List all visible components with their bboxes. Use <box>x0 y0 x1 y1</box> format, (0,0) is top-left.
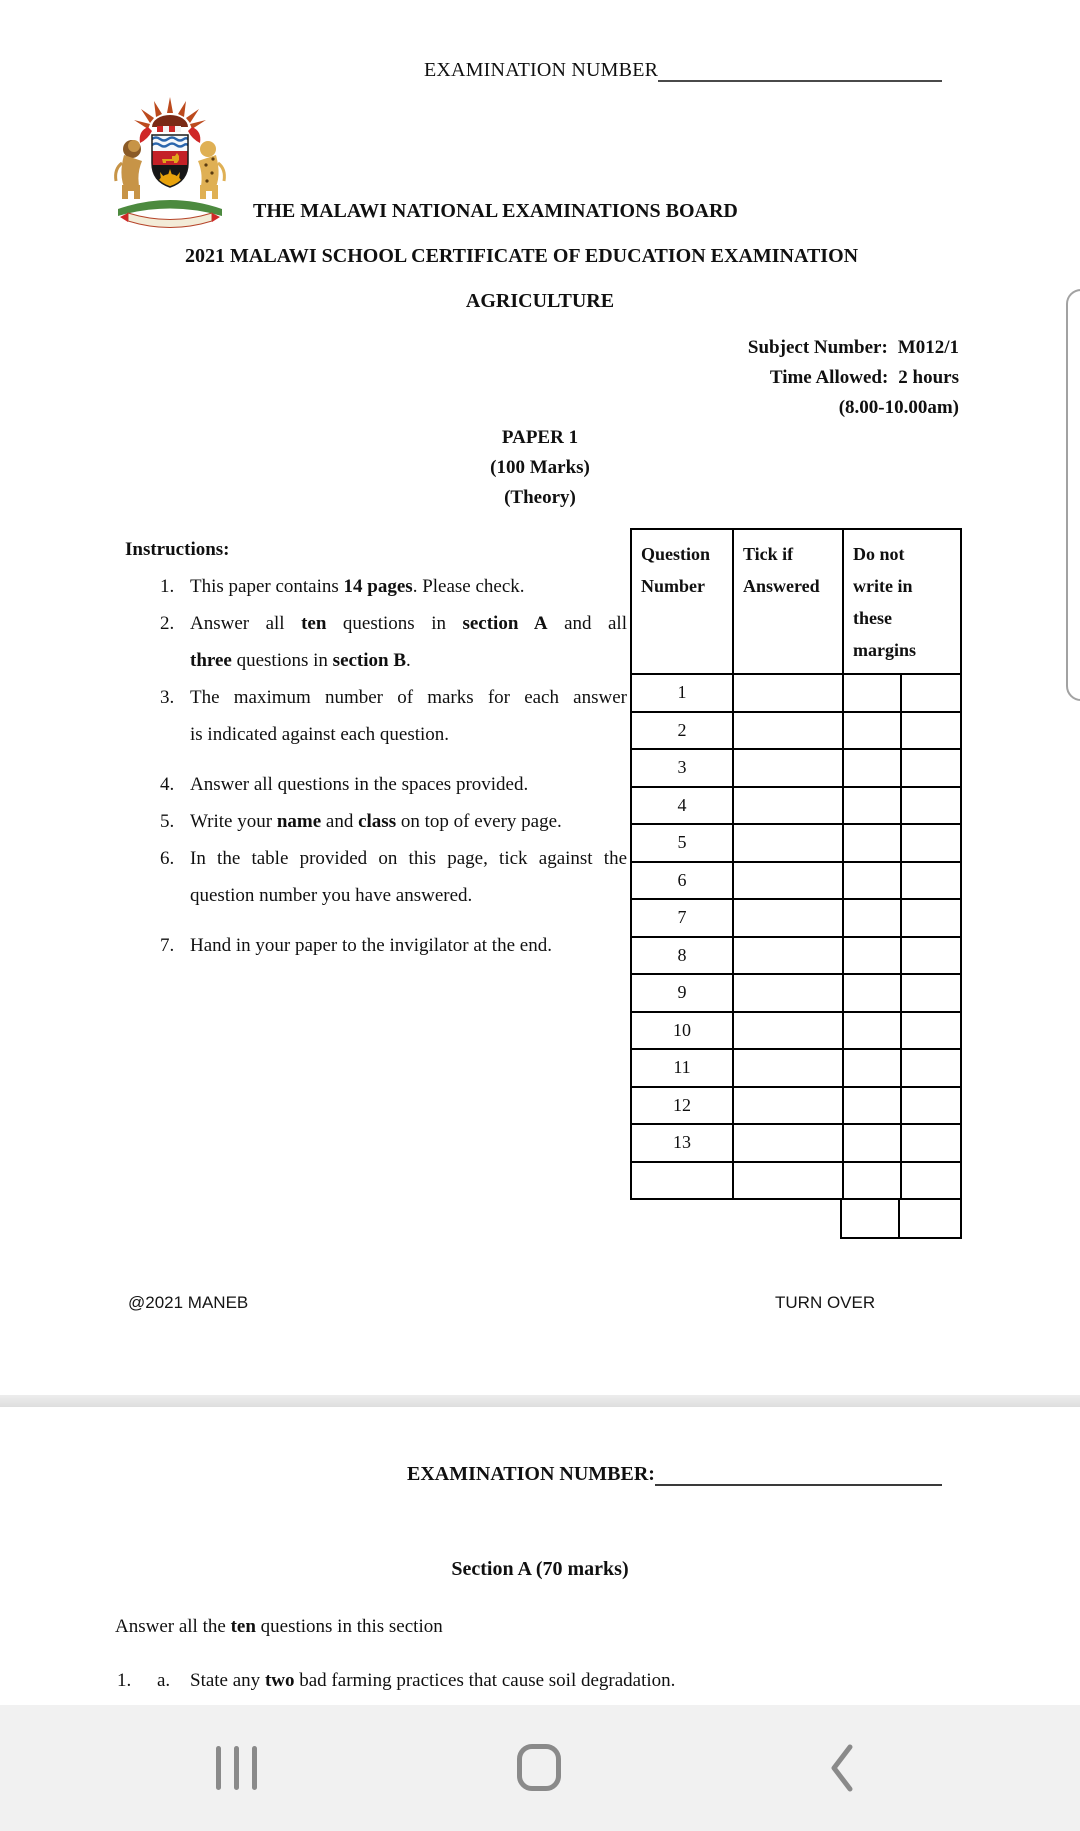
question-text: State any two bad farming practices that cause soil degradation. <box>190 1670 676 1691</box>
tick-cell <box>734 938 844 976</box>
question-number-cell <box>632 1163 734 1201</box>
turn-over-text: TURN OVER <box>775 1293 876 1312</box>
question-number-cell: 13 <box>632 1125 734 1163</box>
margin-cell <box>844 713 902 751</box>
margin-cell <box>844 863 902 901</box>
time-range-line: (8.00-10.00am) <box>838 397 959 418</box>
paper-type: (Theory) <box>504 487 576 508</box>
question-number-cell: 4 <box>632 788 734 826</box>
question-number: 1. <box>117 1670 132 1691</box>
margin-cell <box>844 900 902 938</box>
margin-cell <box>902 975 960 1013</box>
tick-cell <box>734 1125 844 1163</box>
exam-number-line <box>424 56 942 82</box>
tick-cell <box>734 713 844 751</box>
question-number-cell: 12 <box>632 1088 734 1126</box>
subject-title: AGRICULTURE <box>465 290 615 312</box>
margin-cell <box>902 863 960 901</box>
instructions-section <box>125 531 645 964</box>
margin-cell <box>844 1125 902 1163</box>
question-number-cell: 8 <box>632 938 734 976</box>
exam-number-label-page2: EXAMINATION NUMBER: <box>407 1463 655 1485</box>
malawi-coat-of-arms <box>110 93 230 228</box>
coat-of-arms-graphic <box>110 93 230 228</box>
paper-marks: (100 Marks) <box>490 457 590 478</box>
back-button[interactable] <box>826 1742 860 1794</box>
instruction-item <box>160 927 645 964</box>
exam-number-line-page2 <box>407 1460 942 1486</box>
board-title: THE MALAWI NATIONAL EXAMINATIONS BOARD <box>253 200 738 222</box>
question-number-cell: 3 <box>632 750 734 788</box>
tick-cell <box>734 1163 844 1201</box>
section-a-heading: Section A (70 marks) <box>451 1558 629 1580</box>
instruction-text: The maximum number of marks for each answer is indicated against each question. <box>190 687 627 745</box>
margin-cell <box>844 1088 902 1126</box>
header-question-number: Question Number <box>632 530 734 673</box>
lion-supporter <box>116 140 142 199</box>
margin-cell <box>902 1125 960 1163</box>
tick-cell <box>734 750 844 788</box>
instruction-number: 3. <box>160 687 175 708</box>
margin-cell <box>902 1013 960 1051</box>
instruction-number: 4. <box>160 774 175 795</box>
instruction-number: 1. <box>160 576 175 597</box>
margin-cell <box>844 938 902 976</box>
paper-number: PAPER 1 <box>501 427 579 448</box>
margin-cell <box>844 675 902 713</box>
question-number-cell: 5 <box>632 825 734 863</box>
tick-cell <box>734 675 844 713</box>
instruction-number: 5. <box>160 811 175 832</box>
margin-cell <box>844 750 902 788</box>
question-number-cell: 9 <box>632 975 734 1013</box>
margin-cell <box>844 1050 902 1088</box>
instruction-text: In the table provided on this page, tick against the question number you have answered. <box>190 848 627 906</box>
instruction-text: Hand in your paper to the invigilator at the end. <box>190 935 552 956</box>
scrollbar-handle[interactable] <box>1066 289 1080 701</box>
leopard-supporter <box>198 141 224 199</box>
question-number-cell: 7 <box>632 900 734 938</box>
question-table-header <box>630 528 962 675</box>
instruction-item <box>160 803 645 840</box>
margin-cell <box>902 1050 960 1088</box>
margin-cell <box>900 1200 958 1237</box>
instructions-heading: Instructions: <box>125 539 230 560</box>
subject-info-block <box>748 333 959 423</box>
instruction-text: Answer all ten questions in section A and all three questions in section B. <box>190 613 627 671</box>
header-do-not-write: Do not write in these margins <box>853 544 916 660</box>
tick-cell <box>734 900 844 938</box>
exam-number-blank-page2 <box>655 1460 942 1486</box>
question-number-cell: 6 <box>632 863 734 901</box>
instruction-number: 6. <box>160 848 175 869</box>
subject-number-line: Subject Number: M012/1 <box>747 337 959 358</box>
instruction-text: Answer all questions in the spaces provided. <box>190 774 529 795</box>
margin-cell <box>844 1013 902 1051</box>
back-icon <box>826 1742 860 1794</box>
margin-cell <box>902 750 960 788</box>
instruction-item <box>160 568 645 605</box>
exam-number-blank <box>658 56 942 82</box>
exam-title: 2021 MALAWI SCHOOL CERTIFICATE OF EDUCATION EXAMINATION <box>185 245 859 267</box>
tick-cell <box>734 1013 844 1051</box>
tick-cell <box>734 825 844 863</box>
margin-cell <box>902 938 960 976</box>
instruction-text: Write your name and class on top of every page. <box>190 811 562 832</box>
question-sub-letter: a. <box>157 1670 171 1691</box>
tick-cell <box>734 788 844 826</box>
instruction-text: This paper contains 14 pages. Please check. <box>190 576 525 597</box>
instruction-item <box>160 679 645 753</box>
question-number-cell: 11 <box>632 1050 734 1088</box>
margin-cell <box>844 1163 902 1201</box>
instructions-list <box>160 568 645 964</box>
question-table-body <box>630 675 962 1200</box>
section-intro: Answer all the ten questions in this section <box>115 1616 443 1637</box>
margin-cell <box>844 825 902 863</box>
question-table-margin-extension <box>840 1200 962 1239</box>
instruction-item <box>160 840 645 914</box>
recents-button[interactable] <box>216 1746 257 1790</box>
page-separator <box>0 1395 1080 1407</box>
instruction-number: 7. <box>160 935 175 956</box>
question-1a <box>117 1670 675 1692</box>
copyright-text: @2021 MANEB <box>128 1293 249 1312</box>
margin-cell <box>844 975 902 1013</box>
margin-cell <box>902 788 960 826</box>
exam-number-label: EXAMINATION NUMBER <box>424 59 659 81</box>
margin-cell <box>842 1200 900 1237</box>
question-number-cell: 1 <box>632 675 734 713</box>
time-allowed-line: Time Allowed: 2 hours <box>769 367 959 388</box>
margin-cell <box>902 675 960 713</box>
tick-cell <box>734 1088 844 1126</box>
instruction-number: 2. <box>160 613 175 634</box>
tick-cell <box>734 863 844 901</box>
margin-cell <box>844 788 902 826</box>
header-tick-if-answered: Tick if Answered <box>734 530 844 673</box>
question-number-cell: 2 <box>632 713 734 751</box>
margin-cell <box>902 1163 960 1201</box>
tick-cell <box>734 1050 844 1088</box>
margin-cell <box>902 713 960 751</box>
margin-cell <box>902 900 960 938</box>
margin-cell <box>902 1088 960 1126</box>
instruction-item <box>160 766 645 803</box>
instruction-item <box>160 605 645 679</box>
home-button[interactable] <box>517 1744 561 1791</box>
question-number-cell: 10 <box>632 1013 734 1051</box>
margin-cell <box>902 825 960 863</box>
recents-icon <box>216 1746 221 1790</box>
paper-block <box>380 423 700 513</box>
tick-cell <box>734 975 844 1013</box>
